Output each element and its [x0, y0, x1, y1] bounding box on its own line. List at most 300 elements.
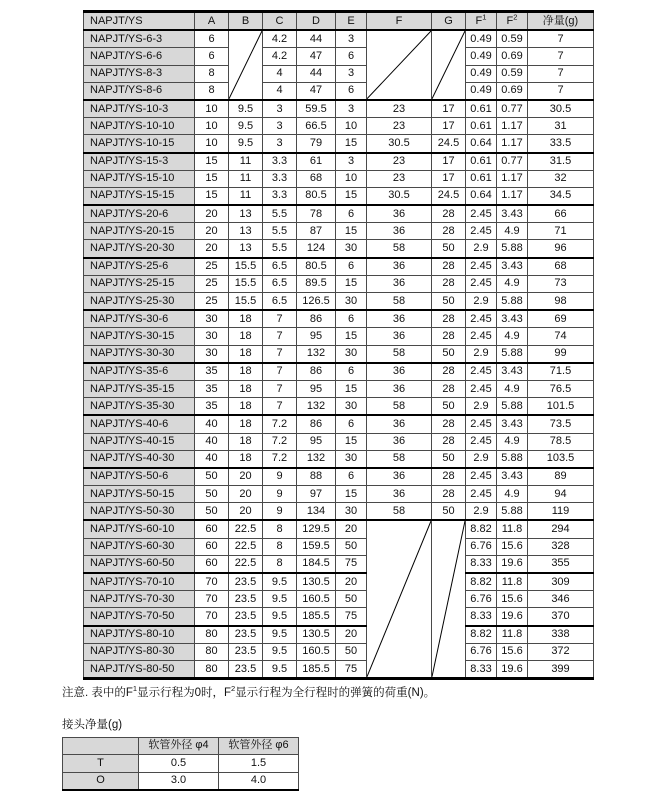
- column-header-f1: $F^1$: [466, 12, 497, 31]
- table-row: [84, 380, 594, 397]
- column-header-g: G: [432, 12, 466, 31]
- value-cell: 22.5: [229, 520, 263, 538]
- model-cell: NAPJT/YS-6-3: [84, 30, 195, 48]
- joint-value-cell: 0.5: [139, 755, 219, 773]
- value-cell: 18: [229, 450, 263, 468]
- value-cell: 8: [195, 82, 229, 100]
- note-part: 显示行程为全行程时的弹簧的荷重(N)。: [235, 687, 435, 699]
- value-cell: 399: [528, 660, 594, 678]
- table-row: [84, 328, 594, 345]
- value-cell: 28: [432, 258, 466, 276]
- note-part: 显示行程为0时，F: [137, 687, 231, 699]
- model-cell: NAPJT/YS-40-15: [84, 433, 195, 450]
- value-cell: 5.88: [497, 503, 528, 521]
- value-cell: 4: [263, 65, 297, 82]
- value-cell: 9.5: [263, 608, 297, 626]
- value-cell: 10: [195, 135, 229, 153]
- value-cell: 2.9: [466, 503, 497, 521]
- value-cell: 2.45: [466, 258, 497, 276]
- value-cell: 3.43: [497, 415, 528, 433]
- value-cell: 15: [336, 223, 367, 240]
- value-cell: 20: [336, 573, 367, 591]
- value-cell: 0.61: [466, 100, 497, 118]
- value-cell: 20: [229, 468, 263, 486]
- value-cell: 7: [263, 380, 297, 397]
- value-cell: 36: [367, 310, 432, 328]
- value-cell: 4.9: [497, 328, 528, 345]
- value-cell: 8.33: [466, 555, 497, 573]
- joint-weight-body: [63, 755, 299, 791]
- value-cell: 0.77: [497, 153, 528, 171]
- value-cell: 6: [195, 48, 229, 65]
- value-cell: 3.43: [497, 258, 528, 276]
- value-cell: 7.2: [263, 415, 297, 433]
- value-cell: 15.5: [229, 275, 263, 292]
- value-cell: 119: [528, 503, 594, 521]
- value-cell: 6.76: [466, 538, 497, 555]
- value-cell: 36: [367, 415, 432, 433]
- value-cell: 73: [528, 275, 594, 292]
- value-cell: 17: [432, 153, 466, 171]
- empty-diagonal-cell: [432, 520, 466, 678]
- joint-column-header: 软管外径 φ4: [139, 737, 219, 755]
- value-cell: 19.6: [497, 660, 528, 678]
- table-row: [84, 82, 594, 100]
- value-cell: 71.5: [528, 363, 594, 381]
- value-cell: 58: [367, 240, 432, 258]
- diagonal-line: [367, 31, 431, 99]
- value-cell: 18: [229, 433, 263, 450]
- value-cell: 40: [195, 450, 229, 468]
- value-cell: 50: [195, 503, 229, 521]
- value-cell: 50: [432, 293, 466, 311]
- column-header-f: F: [367, 12, 432, 31]
- value-cell: 129.5: [297, 520, 336, 538]
- value-cell: 185.5: [297, 660, 336, 678]
- table-row: [84, 660, 594, 678]
- header-row: [84, 12, 594, 31]
- value-cell: 3.43: [497, 468, 528, 486]
- value-cell: 3.3: [263, 187, 297, 205]
- value-cell: 370: [528, 608, 594, 626]
- value-cell: 68: [297, 170, 336, 187]
- diagonal-line: [432, 521, 465, 677]
- model-cell: NAPJT/YS-15-10: [84, 170, 195, 187]
- value-cell: 132: [297, 450, 336, 468]
- value-cell: 28: [432, 486, 466, 503]
- value-cell: 44: [297, 65, 336, 82]
- value-cell: 4.9: [497, 433, 528, 450]
- empty-diagonal-cell: [367, 30, 432, 100]
- value-cell: 130.5: [297, 573, 336, 591]
- value-cell: 0.69: [497, 82, 528, 100]
- value-cell: 5.88: [497, 240, 528, 258]
- value-cell: 7: [528, 48, 594, 65]
- value-cell: 18: [229, 363, 263, 381]
- value-cell: 6: [336, 415, 367, 433]
- value-cell: 50: [432, 503, 466, 521]
- value-cell: 28: [432, 415, 466, 433]
- value-cell: 36: [367, 258, 432, 276]
- value-cell: 36: [367, 380, 432, 397]
- model-cell: NAPJT/YS-80-50: [84, 660, 195, 678]
- spec-table-header: [84, 12, 594, 31]
- value-cell: 4.9: [497, 486, 528, 503]
- value-cell: 15: [336, 433, 367, 450]
- value-cell: 0.49: [466, 65, 497, 82]
- table-row: [84, 643, 594, 660]
- value-cell: 25: [195, 293, 229, 311]
- value-cell: 6: [336, 205, 367, 223]
- value-cell: 3: [263, 118, 297, 135]
- value-cell: 74: [528, 328, 594, 345]
- value-cell: 15: [336, 275, 367, 292]
- table-row: [84, 433, 594, 450]
- value-cell: 10: [195, 118, 229, 135]
- value-cell: 40: [195, 433, 229, 450]
- value-cell: 8.33: [466, 608, 497, 626]
- value-cell: 8: [195, 65, 229, 82]
- value-cell: 20: [195, 223, 229, 240]
- value-cell: 20: [336, 626, 367, 644]
- value-cell: 3: [263, 100, 297, 118]
- value-cell: 50: [432, 450, 466, 468]
- model-cell: NAPJT/YS-8-6: [84, 82, 195, 100]
- value-cell: 80: [195, 643, 229, 660]
- value-cell: 2.45: [466, 223, 497, 240]
- value-cell: 0.59: [497, 65, 528, 82]
- value-cell: 103.5: [528, 450, 594, 468]
- value-cell: 36: [367, 363, 432, 381]
- column-header-model: NAPJT/YS: [84, 12, 195, 31]
- value-cell: 50: [195, 468, 229, 486]
- value-cell: 6: [336, 310, 367, 328]
- value-cell: 28: [432, 328, 466, 345]
- value-cell: 15: [336, 328, 367, 345]
- joint-weight-header: [63, 737, 299, 755]
- value-cell: 9: [263, 503, 297, 521]
- value-cell: 17: [432, 118, 466, 135]
- value-cell: 2.9: [466, 293, 497, 311]
- table-row: [84, 100, 594, 118]
- value-cell: 59.5: [297, 100, 336, 118]
- value-cell: 1.17: [497, 118, 528, 135]
- value-cell: 28: [432, 275, 466, 292]
- value-cell: 50: [195, 486, 229, 503]
- value-cell: 124: [297, 240, 336, 258]
- value-cell: 31.5: [528, 153, 594, 171]
- value-cell: 1.17: [497, 187, 528, 205]
- model-cell: NAPJT/YS-20-6: [84, 205, 195, 223]
- value-cell: 0.59: [497, 30, 528, 48]
- model-cell: NAPJT/YS-40-30: [84, 450, 195, 468]
- value-cell: 30.5: [528, 100, 594, 118]
- value-cell: 15.6: [497, 538, 528, 555]
- value-cell: 71: [528, 223, 594, 240]
- value-cell: 184.5: [297, 555, 336, 573]
- empty-diagonal-cell: [367, 520, 432, 678]
- value-cell: 2.45: [466, 310, 497, 328]
- value-cell: 0.69: [497, 48, 528, 65]
- value-cell: 3.3: [263, 170, 297, 187]
- value-cell: 2.9: [466, 398, 497, 416]
- value-cell: 94: [528, 486, 594, 503]
- value-cell: 0.64: [466, 135, 497, 153]
- value-cell: 30.5: [367, 187, 432, 205]
- value-cell: 6: [336, 468, 367, 486]
- value-cell: 15.5: [229, 293, 263, 311]
- value-cell: 95: [297, 380, 336, 397]
- value-cell: 50: [432, 398, 466, 416]
- joint-row-header: T: [63, 755, 139, 773]
- table-row: [84, 258, 594, 276]
- value-cell: 160.5: [297, 591, 336, 608]
- model-cell: NAPJT/YS-15-15: [84, 187, 195, 205]
- value-cell: 44: [297, 30, 336, 48]
- value-cell: 15.6: [497, 591, 528, 608]
- diagonal-line: [432, 31, 465, 99]
- joint-value-cell: 4.0: [219, 772, 299, 790]
- value-cell: 2.45: [466, 380, 497, 397]
- value-cell: 30.5: [367, 135, 432, 153]
- value-cell: 19.6: [497, 555, 528, 573]
- value-cell: 23: [367, 170, 432, 187]
- value-cell: 23.5: [229, 573, 263, 591]
- value-cell: 80: [195, 660, 229, 678]
- value-cell: 15: [195, 153, 229, 171]
- value-cell: 32: [528, 170, 594, 187]
- table-row: [84, 30, 594, 48]
- column-header-e: E: [336, 12, 367, 31]
- value-cell: 30: [336, 450, 367, 468]
- value-cell: 23: [367, 153, 432, 171]
- model-cell: NAPJT/YS-80-10: [84, 626, 195, 644]
- value-cell: 30: [195, 345, 229, 363]
- table-row: [84, 223, 594, 240]
- value-cell: 6.76: [466, 643, 497, 660]
- value-cell: 3: [336, 30, 367, 48]
- value-cell: 4.9: [497, 275, 528, 292]
- value-cell: 80: [195, 626, 229, 644]
- value-cell: 7: [528, 65, 594, 82]
- joint-weight-table: [62, 737, 299, 791]
- value-cell: 5.88: [497, 345, 528, 363]
- value-cell: 4: [263, 82, 297, 100]
- model-cell: NAPJT/YS-30-30: [84, 345, 195, 363]
- value-cell: 6: [336, 82, 367, 100]
- table-row: [84, 135, 594, 153]
- value-cell: 75: [336, 660, 367, 678]
- value-cell: 20: [195, 205, 229, 223]
- value-cell: 50: [336, 538, 367, 555]
- value-cell: 134: [297, 503, 336, 521]
- diagonal-line: [229, 31, 262, 99]
- value-cell: 18: [229, 310, 263, 328]
- joint-row-header: O: [63, 772, 139, 790]
- column-header-d: D: [297, 12, 336, 31]
- model-cell: NAPJT/YS-8-3: [84, 65, 195, 82]
- model-cell: NAPJT/YS-10-10: [84, 118, 195, 135]
- value-cell: 36: [367, 328, 432, 345]
- value-cell: 50: [336, 643, 367, 660]
- value-cell: 30: [336, 503, 367, 521]
- value-cell: 24.5: [432, 187, 466, 205]
- model-cell: NAPJT/YS-35-30: [84, 398, 195, 416]
- value-cell: 8.82: [466, 626, 497, 644]
- value-cell: 15.6: [497, 643, 528, 660]
- value-cell: 0.49: [466, 82, 497, 100]
- value-cell: 11.8: [497, 626, 528, 644]
- value-cell: 355: [528, 555, 594, 573]
- value-cell: 23.5: [229, 643, 263, 660]
- table-row: [84, 170, 594, 187]
- value-cell: 1.17: [497, 135, 528, 153]
- model-cell: NAPJT/YS-35-15: [84, 380, 195, 397]
- value-cell: 11: [229, 153, 263, 171]
- value-cell: 80.5: [297, 187, 336, 205]
- value-cell: 25: [195, 275, 229, 292]
- value-cell: 18: [229, 415, 263, 433]
- value-cell: 0.61: [466, 153, 497, 171]
- value-cell: 132: [297, 345, 336, 363]
- value-cell: 2.45: [466, 363, 497, 381]
- value-cell: 126.5: [297, 293, 336, 311]
- value-cell: 9: [263, 468, 297, 486]
- note-superscript: 2: [231, 684, 235, 693]
- value-cell: 9.5: [229, 100, 263, 118]
- value-cell: 30: [336, 345, 367, 363]
- value-cell: 36: [367, 275, 432, 292]
- model-cell: NAPJT/YS-40-6: [84, 415, 195, 433]
- value-cell: 2.45: [466, 468, 497, 486]
- value-cell: 78.5: [528, 433, 594, 450]
- value-cell: 23: [367, 118, 432, 135]
- model-cell: NAPJT/YS-25-6: [84, 258, 195, 276]
- model-cell: NAPJT/YS-20-30: [84, 240, 195, 258]
- value-cell: 35: [195, 398, 229, 416]
- value-cell: 11: [229, 187, 263, 205]
- value-cell: 97: [297, 486, 336, 503]
- value-cell: 70: [195, 591, 229, 608]
- value-cell: 11.8: [497, 573, 528, 591]
- table-row: [84, 538, 594, 555]
- value-cell: 15: [195, 170, 229, 187]
- value-cell: 2.45: [466, 415, 497, 433]
- value-cell: 36: [367, 433, 432, 450]
- value-cell: 79: [297, 135, 336, 153]
- value-cell: 7: [263, 328, 297, 345]
- value-cell: 23.5: [229, 608, 263, 626]
- empty-diagonal-cell: [229, 30, 263, 100]
- value-cell: 13: [229, 223, 263, 240]
- model-cell: NAPJT/YS-25-15: [84, 275, 195, 292]
- value-cell: 11: [229, 170, 263, 187]
- value-cell: 9.5: [229, 135, 263, 153]
- value-cell: 15: [195, 187, 229, 205]
- joint-value-cell: 1.5: [219, 755, 299, 773]
- value-cell: 70: [195, 608, 229, 626]
- value-cell: 15: [336, 135, 367, 153]
- table-row: [84, 468, 594, 486]
- value-cell: 23.5: [229, 626, 263, 644]
- value-cell: 99: [528, 345, 594, 363]
- joint-weight-title: 接头净量(g): [62, 716, 656, 732]
- value-cell: 40: [195, 415, 229, 433]
- model-cell: NAPJT/YS-15-3: [84, 153, 195, 171]
- value-cell: 7.2: [263, 433, 297, 450]
- table-row: [84, 205, 594, 223]
- joint-row: [63, 772, 299, 790]
- empty-diagonal-cell: [432, 30, 466, 100]
- spec-table-body: [84, 30, 594, 678]
- value-cell: 6.5: [263, 293, 297, 311]
- value-cell: 101.5: [528, 398, 594, 416]
- value-cell: 19.6: [497, 608, 528, 626]
- value-cell: 2.45: [466, 205, 497, 223]
- value-cell: 6.5: [263, 275, 297, 292]
- value-cell: 8.82: [466, 520, 497, 538]
- value-cell: 95: [297, 328, 336, 345]
- value-cell: 4.9: [497, 223, 528, 240]
- table-row: [84, 310, 594, 328]
- value-cell: 60: [195, 555, 229, 573]
- column-header-a: A: [195, 12, 229, 31]
- model-cell: NAPJT/YS-35-6: [84, 363, 195, 381]
- value-cell: 87: [297, 223, 336, 240]
- value-cell: 2.45: [466, 433, 497, 450]
- table-row: [84, 153, 594, 171]
- value-cell: 294: [528, 520, 594, 538]
- value-cell: 9.5: [263, 591, 297, 608]
- value-cell: 0.49: [466, 48, 497, 65]
- table-row: [84, 450, 594, 468]
- value-cell: 132: [297, 398, 336, 416]
- value-cell: 95: [297, 433, 336, 450]
- model-cell: NAPJT/YS-6-6: [84, 48, 195, 65]
- value-cell: 98: [528, 293, 594, 311]
- value-cell: 68: [528, 258, 594, 276]
- value-cell: 66.5: [297, 118, 336, 135]
- model-cell: NAPJT/YS-30-15: [84, 328, 195, 345]
- model-cell: NAPJT/YS-60-30: [84, 538, 195, 555]
- value-cell: 30: [336, 240, 367, 258]
- note-text: [62, 686, 656, 700]
- value-cell: 3: [336, 153, 367, 171]
- value-cell: 28: [432, 433, 466, 450]
- value-cell: 6: [336, 258, 367, 276]
- value-cell: 8: [263, 520, 297, 538]
- table-row: [84, 398, 594, 416]
- note-part: 注意. 表中的F: [62, 687, 133, 699]
- value-cell: 130.5: [297, 626, 336, 644]
- value-cell: 159.5: [297, 538, 336, 555]
- value-cell: 2.45: [466, 486, 497, 503]
- table-row: [84, 293, 594, 311]
- value-cell: 2.9: [466, 240, 497, 258]
- value-cell: 15.5: [229, 258, 263, 276]
- value-cell: 10: [336, 118, 367, 135]
- value-cell: 5.5: [263, 223, 297, 240]
- value-cell: 18: [229, 328, 263, 345]
- table-row: [84, 520, 594, 538]
- value-cell: 25: [195, 258, 229, 276]
- value-cell: 31: [528, 118, 594, 135]
- value-cell: 9.5: [229, 118, 263, 135]
- value-cell: 18: [229, 345, 263, 363]
- column-header-weight: 净量(g): [528, 12, 594, 31]
- value-cell: 3: [336, 65, 367, 82]
- note-superscript: 1: [133, 684, 137, 693]
